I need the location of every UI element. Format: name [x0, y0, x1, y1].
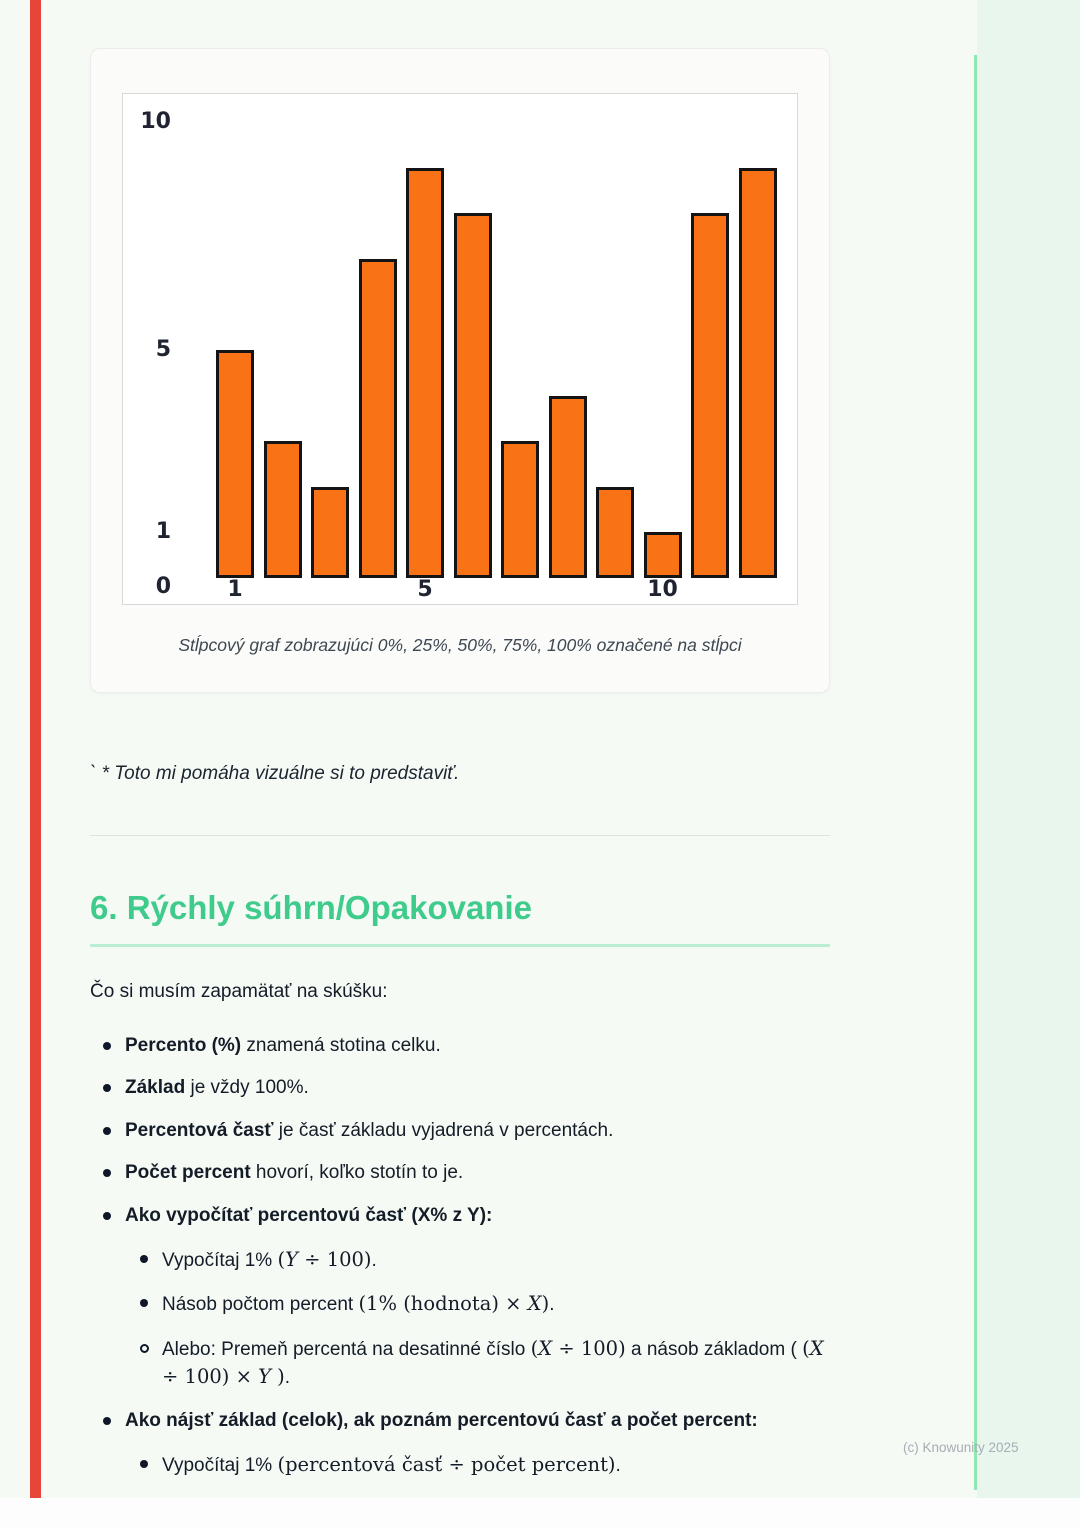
bullet-icon [103, 1203, 125, 1230]
list-item-text: Ako nájsť základ (celok), ak poznám percentovú časť a počet percent: [125, 1409, 758, 1431]
list-item [90, 1335, 830, 1392]
document-content [90, 48, 830, 1495]
chart-card [90, 48, 830, 693]
section-intro: Čo si musím zapamätať na skúšku: [90, 980, 388, 1002]
list-item-text: Počet percent hovorí, koľko stotín to je. [125, 1162, 464, 1184]
footer-credit: (c) Knowunity 2025 [903, 1440, 1019, 1455]
list-item-text: Percentová časť je časť základu vyjadrená v percentách. [125, 1119, 614, 1141]
y-axis-tick-label: 10 [140, 109, 171, 134]
bar-chart-plot [122, 93, 798, 605]
bar [311, 487, 349, 578]
list-item-text: Základ je vždy 100%. [125, 1077, 309, 1099]
list-item [90, 1160, 830, 1187]
section-heading: 6. Rýchly súhrn/Opakovanie [90, 889, 532, 926]
bullet-icon [103, 1408, 125, 1435]
bar [501, 441, 539, 578]
list-item [90, 1246, 830, 1275]
x-axis-tick-label: 5 [417, 577, 433, 602]
bar [596, 487, 634, 578]
hollow-bullet-icon [140, 1335, 162, 1392]
section-divider [90, 835, 830, 836]
left-accent-stripe [30, 0, 41, 1498]
bullet-icon [103, 1033, 125, 1060]
right-page-divider [974, 55, 977, 1490]
bar [454, 213, 492, 578]
bar [644, 532, 682, 578]
list-item [90, 1033, 830, 1060]
bar [264, 441, 302, 578]
bar [739, 168, 777, 578]
list-item [90, 1203, 830, 1230]
note-text: ` * Toto mi pomáha vizuálne si to predstaviť. [90, 763, 460, 784]
list-item-text: Násob počtom percent (1% (hodnota) × X). [162, 1292, 555, 1316]
heading-underline [90, 944, 830, 947]
y-axis-tick-label: 5 [155, 337, 171, 362]
bar [549, 396, 587, 578]
bullet-icon [140, 1290, 162, 1319]
bar [359, 259, 397, 578]
list-item-text: Vypočítaj 1% (percentová časť ÷ počet percent). [162, 1452, 621, 1476]
list-item-text: Vypočítaj 1% (Y ÷ 100). [162, 1247, 377, 1271]
right-margin-panel [977, 0, 1080, 1498]
bar [216, 350, 254, 578]
x-axis-tick-label: 1 [227, 577, 243, 602]
bar [691, 213, 729, 578]
list-item-text: Alebo: Premeň percentá na desatinné číslo (X ÷ 100) a násob základom ( (X ÷ 100) × Y ). [162, 1336, 824, 1389]
bullet-icon [103, 1075, 125, 1102]
list-item-text: Ako vypočítať percentovú časť (X% z Y): [125, 1204, 493, 1226]
page-bottom-edge [0, 1498, 1080, 1528]
chart-bars [216, 168, 777, 578]
y-axis-tick-label: 0 [155, 574, 171, 599]
list-item [90, 1075, 830, 1102]
y-axis-tick-label: 1 [155, 519, 171, 545]
summary-list [90, 1033, 830, 1480]
list-item [90, 1118, 830, 1145]
bullet-icon [140, 1246, 162, 1275]
bullet-icon [103, 1160, 125, 1187]
list-item [90, 1290, 830, 1319]
x-axis-tick-label: 10 [647, 577, 678, 602]
bullet-icon [140, 1451, 162, 1480]
list-item [90, 1408, 830, 1435]
list-item [90, 1451, 830, 1480]
bullet-icon [103, 1118, 125, 1145]
bar [406, 168, 444, 578]
chart-caption: Stĺpcový graf zobrazujúci 0%, 25%, 50%, 75%, 100% označené na stĺpci [178, 635, 742, 655]
list-item-text: Percento (%) znamená stotina celku. [125, 1034, 441, 1056]
